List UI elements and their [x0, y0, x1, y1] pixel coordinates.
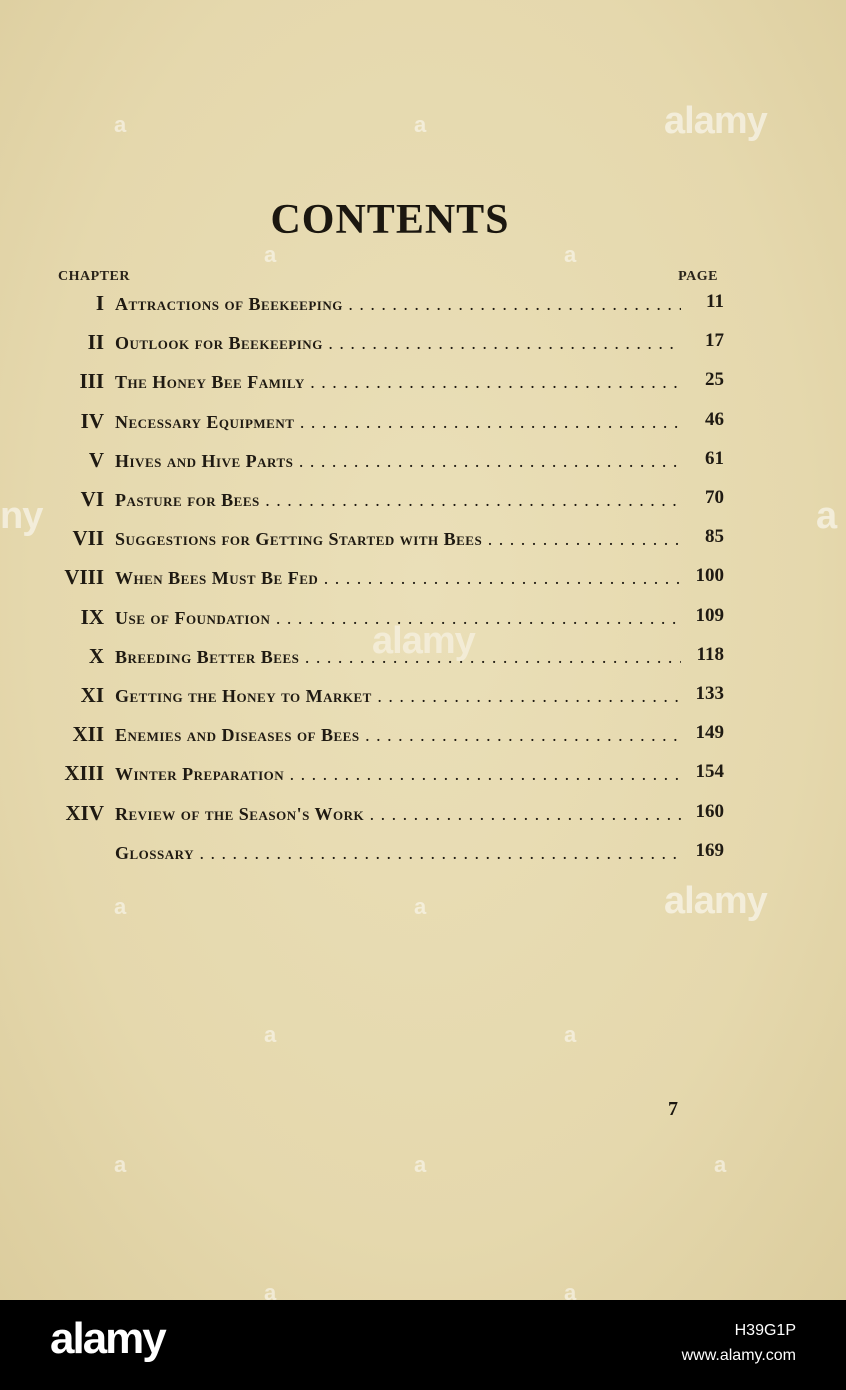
chapter-title: Use of Foundation . . .: [115, 608, 681, 629]
toc-entry: [0, 801, 846, 831]
toc-entry: [0, 448, 846, 478]
page-column-header: PAGE: [678, 269, 718, 284]
toc-entry: [0, 565, 846, 595]
toc-entry: [0, 722, 846, 752]
chapter-title: Winter Preparation . . .: [115, 764, 681, 785]
chapter-number: VII: [72, 526, 104, 551]
chapter-title: Attractions of Beekeeping . . .: [115, 294, 681, 315]
toc-entry: [0, 487, 846, 517]
chapter-number: VI: [80, 487, 104, 511]
watermark-mark: a: [264, 242, 277, 267]
watermark-logo-edge: ny: [0, 495, 43, 537]
toc-entry: [0, 291, 846, 321]
watermark-mark: a: [114, 112, 127, 137]
watermark-logo: alamy: [664, 100, 767, 142]
watermark-mark: a: [264, 1022, 277, 1047]
chapter-number: XIII: [64, 761, 104, 786]
chapter-title: Outlook for Beekeeping . . .: [115, 333, 681, 354]
watermark-mark: a: [114, 1152, 127, 1177]
watermark-logo: alamy: [372, 620, 475, 662]
watermark-mark: a: [414, 112, 427, 137]
chapter-number: VIII: [64, 565, 104, 590]
watermark-mark: a: [264, 1280, 277, 1300]
chapter-title: Enemies and Diseases of Bees . . .: [115, 725, 681, 746]
site-url: www.alamy.com: [681, 1347, 796, 1364]
chapter-page-number: 109: [695, 604, 724, 626]
toc-entry: [0, 761, 846, 791]
chapter-title: The Honey Bee Family . . .: [115, 372, 681, 393]
chapter-page-number: 169: [695, 839, 724, 861]
toc-entry: [0, 369, 846, 399]
toc-entry: [0, 840, 846, 870]
page-number: 7: [668, 1098, 678, 1120]
chapter-page-number: 46: [705, 408, 724, 430]
chapter-page-number: 61: [705, 447, 724, 469]
chapter-number: IX: [80, 604, 104, 629]
chapter-page-number: 149: [695, 722, 724, 744]
chapter-title: Review of the Season's Work . . .: [115, 804, 681, 825]
chapter-title: When Bees Must Be Fed . . .: [115, 568, 681, 589]
chapter-page-number: 70: [705, 487, 724, 508]
chapter-title: Pasture for Bees . . .: [115, 490, 681, 511]
toc-entry: [0, 683, 846, 713]
chapter-page-number: 25: [705, 369, 724, 391]
chapter-number: II: [87, 330, 104, 355]
chapter-page-number: 17: [705, 330, 724, 352]
chapter-title: Getting the Honey to Market . . .: [115, 686, 681, 707]
chapter-title: Hives and Hive Parts . . .: [115, 451, 681, 472]
toc-entry: [0, 330, 846, 360]
chapter-title: Necessary Equipment . . .: [115, 412, 681, 433]
chapter-page-number: 118: [696, 643, 724, 665]
watermark-mark: a: [564, 1280, 577, 1300]
alamy-logo: alamy: [50, 1314, 165, 1363]
page-title: CONTENTS: [270, 197, 510, 243]
chapter-number: XIV: [65, 800, 104, 825]
chapter-page-number: 11: [706, 291, 724, 312]
watermark-mark: a: [564, 242, 577, 267]
chapter-number: XI: [80, 683, 104, 707]
chapter-number: X: [88, 643, 104, 668]
chapter-column-header: CHAPTER: [58, 269, 130, 284]
chapter-title: Glossary . . .: [115, 843, 681, 864]
chapter-page-number: 154: [695, 761, 724, 783]
chapter-number: III: [79, 369, 104, 394]
chapter-number: I: [95, 291, 104, 315]
chapter-title: Suggestions for Getting Started with Bees . . .: [115, 529, 681, 550]
chapter-number: IV: [80, 408, 104, 433]
toc-entry: [0, 526, 846, 556]
stock-footer-bar: [0, 1300, 846, 1390]
watermark-logo-edge: a: [816, 495, 837, 537]
watermark-mark: a: [414, 1152, 427, 1177]
chapter-title: Breeding Better Bees . . .: [115, 647, 681, 668]
chapter-page-number: 85: [705, 526, 724, 548]
watermark-mark: a: [714, 1152, 727, 1177]
chapter-page-number: 160: [695, 800, 724, 822]
watermark-mark: a: [414, 894, 427, 919]
chapter-number: V: [88, 447, 104, 472]
chapter-number: XII: [72, 722, 104, 747]
chapter-page-number: 133: [695, 683, 724, 704]
watermark-logo: alamy: [664, 880, 767, 922]
image-id: H39G1P: [734, 1322, 796, 1339]
watermark-mark: a: [564, 1022, 577, 1047]
watermark-mark: a: [114, 894, 127, 919]
toc-entry: [0, 409, 846, 439]
chapter-page-number: 100: [695, 565, 724, 587]
